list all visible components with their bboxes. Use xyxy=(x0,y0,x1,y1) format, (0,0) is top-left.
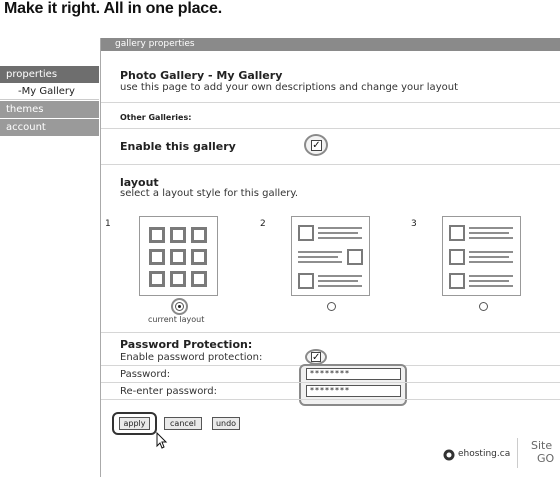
enable-password-highlight xyxy=(305,349,327,365)
mouse-cursor-icon xyxy=(156,432,168,450)
layout-number: 1 xyxy=(105,219,111,229)
layout-number: 2 xyxy=(260,219,266,229)
nav-item-my-gallery[interactable]: -My Gallery xyxy=(0,84,99,100)
nav-item-themes[interactable]: themes xyxy=(0,101,99,118)
brand-divider xyxy=(517,438,518,468)
headline: Make it right. All in one place. xyxy=(4,0,222,17)
password-input[interactable]: ******** xyxy=(306,368,401,380)
layout-1-radio[interactable] xyxy=(175,302,184,311)
enable-gallery-section xyxy=(101,129,560,165)
reenter-password-input[interactable]: ******** xyxy=(306,385,401,397)
enable-gallery-checkbox[interactable] xyxy=(311,140,322,151)
checkmark-icon: ✓ xyxy=(312,140,321,151)
layout-section xyxy=(101,165,560,333)
gallery-description: use this page to add your own descriptions and change your layout xyxy=(120,82,458,93)
password-row xyxy=(101,366,560,383)
reenter-password-row xyxy=(101,383,560,400)
ehosting-logo-icon xyxy=(443,449,455,461)
password-label: Password: xyxy=(120,369,171,380)
layout-number: 3 xyxy=(411,219,417,229)
checkmark-icon: ✓ xyxy=(312,352,321,363)
layout-2-radio[interactable] xyxy=(327,302,336,311)
enable-gallery-label: Enable this gallery xyxy=(120,140,236,153)
current-layout-label: current layout xyxy=(148,315,205,324)
site-go-logo-go: GO xyxy=(537,452,555,465)
nav-item-properties[interactable]: properties xyxy=(0,66,99,83)
enable-password-checkbox[interactable] xyxy=(311,352,321,362)
other-galleries-section xyxy=(101,103,560,129)
layout-3-radio[interactable] xyxy=(479,302,488,311)
layout-2-thumbnail[interactable] xyxy=(291,216,370,296)
other-galleries-label: Other Galleries: xyxy=(120,113,192,122)
panel-title: gallery properties xyxy=(101,38,560,51)
gallery-properties-panel xyxy=(100,38,560,477)
enable-gallery-highlight xyxy=(304,134,328,156)
left-nav xyxy=(0,66,99,137)
gallery-header-section xyxy=(101,51,560,103)
enable-password-label: Enable password protection: xyxy=(120,352,263,363)
password-protection-title: Password Protection: xyxy=(120,338,253,351)
layout-3-thumbnail[interactable] xyxy=(442,216,521,296)
undo-button[interactable]: undo xyxy=(212,417,240,430)
layout-description: select a layout style for this gallery. xyxy=(120,188,299,199)
cancel-button[interactable]: cancel xyxy=(164,417,202,430)
apply-button[interactable]: apply xyxy=(119,417,150,430)
ehosting-label: ehosting.ca xyxy=(458,449,511,459)
gallery-title: Photo Gallery - My Gallery xyxy=(120,69,283,82)
layout-1-thumbnail[interactable] xyxy=(139,216,218,296)
layout-title: layout xyxy=(120,176,159,189)
nav-item-account[interactable]: account xyxy=(0,119,99,136)
reenter-password-label: Re-enter password: xyxy=(120,386,217,397)
site-go-logo-site: Site xyxy=(531,439,553,452)
